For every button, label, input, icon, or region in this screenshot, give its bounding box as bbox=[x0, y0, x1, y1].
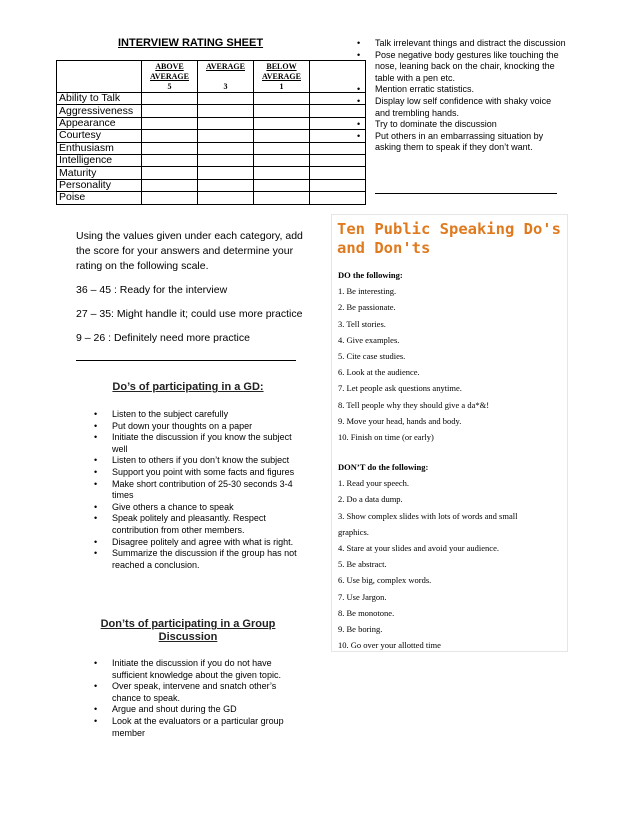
list-item-text: Mention erratic statistics. bbox=[375, 84, 475, 95]
list-item-text: Support you point with some facts and figures bbox=[112, 466, 295, 477]
rating-sheet-title: INTERVIEW RATING SHEET bbox=[118, 37, 264, 49]
header-above-average bbox=[142, 61, 198, 93]
list-item bbox=[92, 537, 302, 549]
table-row bbox=[57, 179, 366, 191]
rating-cell[interactable] bbox=[310, 154, 366, 166]
gd-donts-list bbox=[92, 658, 302, 739]
list-item bbox=[92, 421, 302, 433]
rating-cell[interactable] bbox=[198, 192, 254, 204]
list-item: 1. Read your speech. bbox=[338, 478, 410, 489]
bullet-icon: • bbox=[94, 536, 98, 547]
rating-cell[interactable] bbox=[254, 192, 310, 204]
rating-cell[interactable] bbox=[254, 142, 310, 154]
list-item: graphics. bbox=[338, 526, 369, 537]
list-item-text: Initiate the discussion if you know the subject well bbox=[112, 432, 292, 454]
rating-cell[interactable] bbox=[198, 93, 254, 105]
bullet-icon: • bbox=[94, 501, 98, 512]
list-item: 5. Cite case studies. bbox=[338, 350, 406, 361]
divider-line-right bbox=[375, 193, 557, 194]
rating-cell[interactable] bbox=[142, 130, 198, 142]
table-row bbox=[57, 130, 366, 142]
header-average bbox=[198, 61, 254, 93]
header-average-line1: AVERAGE bbox=[206, 62, 245, 71]
bullet-icon: • bbox=[94, 704, 98, 715]
list-item-text: Look at the evaluators or a particular group member bbox=[112, 715, 284, 738]
list-item-text: Give others a chance to speak bbox=[112, 501, 234, 512]
row-label: Intelligence bbox=[57, 154, 142, 166]
list-item bbox=[92, 409, 302, 421]
rating-cell[interactable] bbox=[198, 105, 254, 117]
rating-cell[interactable] bbox=[254, 167, 310, 179]
row-label: Maturity bbox=[57, 167, 142, 179]
rating-cell[interactable] bbox=[198, 117, 254, 129]
rating-cell[interactable] bbox=[142, 179, 198, 191]
row-label: Appearance bbox=[57, 117, 142, 129]
bullet-icon: • bbox=[357, 119, 361, 130]
list-item: 4. Stare at your slides and avoid your audience. bbox=[338, 543, 499, 553]
spacer bbox=[338, 445, 566, 459]
table-row bbox=[57, 117, 366, 129]
rating-cell[interactable] bbox=[310, 192, 366, 204]
header-below-average bbox=[254, 61, 310, 93]
gd-donts-title-line2: Discussion bbox=[158, 631, 218, 643]
gd-donts-title bbox=[92, 618, 284, 644]
bullet-icon: • bbox=[94, 432, 98, 443]
list-item-text: Display low self confidence with shaky voice and trembling hands. bbox=[375, 95, 552, 118]
header-above-average-score: 5 bbox=[167, 82, 172, 91]
table-row bbox=[57, 105, 366, 117]
header-blank-cell bbox=[57, 61, 142, 93]
list-item-text: Summarize the discussion if the group has not reached a conclusion. bbox=[112, 548, 297, 570]
rating-cell[interactable] bbox=[142, 142, 198, 154]
bullet-icon: • bbox=[94, 420, 98, 431]
list-item-text: Argue and shout during the GD bbox=[112, 704, 237, 715]
rating-cell[interactable] bbox=[198, 154, 254, 166]
bullet-icon: • bbox=[94, 715, 98, 726]
rating-cell[interactable] bbox=[310, 167, 366, 179]
rating-cell[interactable] bbox=[142, 192, 198, 204]
list-item: 2. Be passionate. bbox=[338, 302, 396, 313]
rating-cell[interactable] bbox=[142, 93, 198, 105]
list-item: 10. Finish on time (or early) bbox=[338, 431, 434, 442]
list-item bbox=[92, 658, 302, 681]
rating-cell[interactable] bbox=[198, 142, 254, 154]
list-item-text: Listen to the subject carefully bbox=[112, 409, 229, 419]
row-label: Aggressiveness bbox=[57, 105, 142, 117]
divider-line bbox=[76, 360, 296, 361]
list-item: 10. Go over your allotted time bbox=[338, 640, 441, 651]
list-item-text: Initiate the discussion if you do not have sufficient knowledge about the given topic. bbox=[112, 658, 281, 680]
list-item bbox=[92, 716, 302, 739]
list-item bbox=[355, 84, 567, 96]
row-label: Courtesy bbox=[57, 130, 142, 142]
list-item bbox=[92, 502, 302, 514]
public-speaking-list bbox=[338, 267, 566, 653]
list-item-text: Disagree politely and agree with what is right. bbox=[112, 536, 294, 547]
list-item bbox=[92, 548, 302, 571]
bullet-icon: • bbox=[94, 409, 98, 419]
bullet-icon: • bbox=[94, 466, 98, 477]
list-item: 1. Be interesting. bbox=[338, 286, 397, 297]
scale-ready: 36 – 45 : Ready for the interview bbox=[76, 284, 228, 296]
gd-dos-list bbox=[92, 409, 302, 571]
header-below-average-line1: BELOW bbox=[266, 62, 297, 71]
public-speaking-title: Ten Public Speaking Do's and Don'ts bbox=[337, 220, 561, 257]
list-item-text: Put down your thoughts on a paper bbox=[112, 420, 253, 431]
rating-cell[interactable] bbox=[198, 130, 254, 142]
rating-cell[interactable] bbox=[254, 130, 310, 142]
list-item: 3. Tell stories. bbox=[338, 318, 386, 329]
list-item: 2. Do a data dump. bbox=[338, 494, 403, 505]
bullet-icon: • bbox=[94, 658, 98, 668]
list-item bbox=[355, 131, 567, 154]
list-item-text: Over speak, intervene and snatch other’s chance to speak. bbox=[112, 681, 277, 703]
list-item: 9. Move your head, hands and body. bbox=[338, 415, 462, 426]
rating-cell[interactable] bbox=[142, 154, 198, 166]
row-label: Personality bbox=[57, 179, 142, 191]
scoring-instructions bbox=[76, 229, 308, 346]
row-label: Poise bbox=[57, 192, 142, 204]
list-item-text: Talk irrelevant things and distract the discussion bbox=[375, 38, 566, 48]
list-item: 6. Look at the audience. bbox=[338, 367, 420, 378]
list-item bbox=[92, 479, 302, 502]
table-row bbox=[57, 154, 366, 166]
list-item-text: Put others in an embarrassing situation by asking them to speak if they don’t want. bbox=[375, 130, 544, 153]
list-item bbox=[92, 513, 302, 536]
bullet-icon: • bbox=[94, 548, 98, 559]
list-item: 8. Be monotone. bbox=[338, 607, 395, 618]
bullet-icon: • bbox=[94, 681, 98, 692]
bullet-icon: • bbox=[357, 84, 361, 95]
table-row bbox=[57, 192, 366, 204]
gd-donts-continued-list bbox=[355, 38, 567, 154]
scale-need-practice: 9 – 26 : Definitely need more practice bbox=[76, 332, 250, 344]
list-item: 3. Show complex slides with lots of words and small bbox=[338, 510, 518, 521]
rating-cell[interactable] bbox=[198, 167, 254, 179]
list-item bbox=[92, 432, 302, 455]
bullet-icon: • bbox=[357, 38, 361, 48]
scoring-intro: Using the values given under each category, add the score for your answers and determine your rating on the following scale. bbox=[76, 230, 303, 272]
header-above-average-line2: AVERAGE bbox=[150, 72, 189, 81]
list-item-text: Pose negative body gestures like touching the nose, leaning back on the chair, knocking the table with a pen etc. bbox=[375, 49, 559, 83]
list-item bbox=[355, 38, 567, 50]
rating-cell[interactable] bbox=[254, 179, 310, 191]
list-item-text: Try to dominate the discussion bbox=[375, 119, 497, 130]
list-item-text: Make short contribution of 25-30 seconds 3-4 times bbox=[112, 478, 293, 501]
rating-cell[interactable] bbox=[254, 154, 310, 166]
list-item: 7. Let people ask questions anytime. bbox=[338, 383, 462, 394]
rating-cell[interactable] bbox=[198, 179, 254, 191]
bullet-icon: • bbox=[357, 130, 361, 141]
list-item: 8. Tell people why they should give a da*&! bbox=[338, 399, 490, 410]
list-item: 6. Use big, complex words. bbox=[338, 575, 432, 586]
list-item: 9. Be boring. bbox=[338, 623, 383, 634]
table-row bbox=[57, 93, 366, 105]
list-item-text: Listen to others if you don’t know the subject bbox=[112, 455, 290, 466]
list-item: 4. Give examples. bbox=[338, 334, 400, 345]
rating-cell[interactable] bbox=[142, 167, 198, 179]
do-heading: DO the following: bbox=[338, 270, 403, 280]
bullet-icon: • bbox=[357, 49, 361, 60]
rating-cell[interactable] bbox=[254, 117, 310, 129]
scale-might-handle: 27 – 35: Might handle it; could use more practice bbox=[76, 308, 303, 320]
list-item: 7. Use Jargon. bbox=[338, 591, 387, 602]
dont-heading: DON’T do the following: bbox=[338, 462, 429, 473]
header-above-average-line1: ABOVE bbox=[155, 62, 184, 71]
bullet-icon: • bbox=[94, 478, 98, 489]
table-row bbox=[57, 167, 366, 179]
rating-table-header bbox=[57, 61, 366, 93]
bullet-icon: • bbox=[94, 513, 98, 524]
header-average-score: 3 bbox=[223, 82, 228, 91]
list-item bbox=[355, 50, 567, 85]
table-row bbox=[57, 142, 366, 154]
list-item bbox=[92, 681, 302, 704]
rating-cell[interactable] bbox=[142, 105, 198, 117]
rating-cell[interactable] bbox=[254, 93, 310, 105]
list-item: 5. Be abstract. bbox=[338, 559, 387, 570]
list-item bbox=[92, 455, 302, 467]
row-label: Ability to Talk bbox=[57, 93, 142, 105]
gd-dos-title: Do’s of participating in a GD: bbox=[112, 381, 264, 393]
header-below-average-line2: AVERAGE bbox=[262, 72, 301, 81]
list-item bbox=[92, 467, 302, 479]
bullet-icon: • bbox=[94, 455, 98, 466]
rating-cell[interactable] bbox=[142, 117, 198, 129]
row-label: Enthusiasm bbox=[57, 142, 142, 154]
list-item bbox=[355, 119, 567, 131]
rating-cell[interactable] bbox=[254, 105, 310, 117]
rating-cell[interactable] bbox=[310, 179, 366, 191]
header-below-average-score: 1 bbox=[279, 82, 284, 91]
bullet-icon: • bbox=[357, 95, 361, 106]
list-item bbox=[355, 96, 567, 119]
gd-donts-title-line1: Don’ts of participating in a Group bbox=[100, 618, 276, 630]
list-item bbox=[92, 704, 302, 716]
list-item-text: Speak politely and pleasantly. Respect contribution from other members. bbox=[112, 513, 266, 535]
rating-table bbox=[56, 60, 366, 205]
header-average-spacer bbox=[198, 72, 253, 82]
